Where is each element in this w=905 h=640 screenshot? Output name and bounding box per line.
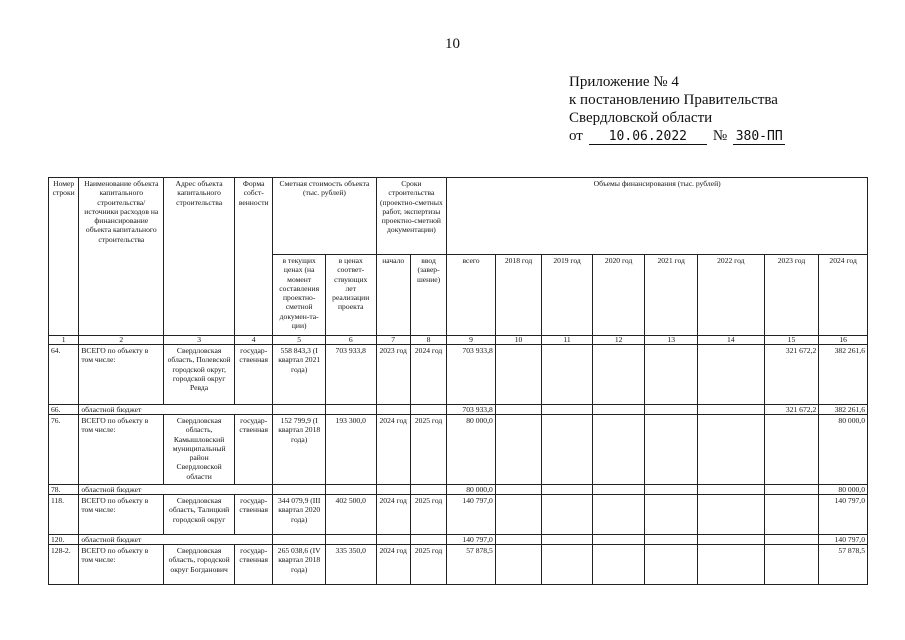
page-number: 10	[445, 36, 460, 52]
number-label: №	[712, 128, 728, 144]
empty-cell	[325, 535, 376, 545]
header-total: всего	[447, 255, 496, 336]
start-year: 2024 год	[376, 545, 410, 585]
header-year-2021: 2021 год	[645, 255, 698, 336]
total-amount: 703 933,8	[447, 345, 496, 405]
header-estimated-cost: Сметная стоимость объекта (тыс. рублей)	[273, 178, 376, 255]
amount-2024: 80 000,0	[819, 485, 868, 495]
total-amount: 703 933,8	[447, 405, 496, 415]
column-number-row	[49, 336, 868, 345]
header-financing: Объемы финансирования (тыс. рублей)	[447, 178, 868, 255]
empty-cell	[592, 485, 645, 495]
amount-2024: 382 261,6	[819, 405, 868, 415]
row-number: 66.	[49, 405, 79, 415]
table-row	[49, 495, 868, 535]
total-amount: 80 000,0	[447, 485, 496, 495]
header-year-2019: 2019 год	[542, 255, 593, 336]
empty-cell	[495, 535, 542, 545]
header-year-2024: 2024 год	[819, 255, 868, 336]
object-name: ВСЕГО по объекту в том числе:	[79, 545, 164, 585]
ownership: государ-ственная	[235, 415, 273, 485]
start-year: 2023 год	[376, 345, 410, 405]
end-year: 2025 год	[410, 415, 446, 485]
object-name: ВСЕГО по объекту в том числе:	[79, 495, 164, 535]
amount-2022	[697, 415, 764, 485]
empty-cell	[273, 405, 326, 415]
ownership: государ-ственная	[235, 495, 273, 535]
object-address: Свердловская область, Талицкий городской округ	[164, 495, 235, 535]
table-row	[49, 345, 868, 405]
amount-2024: 80 000,0	[819, 415, 868, 485]
header-object-name: Наименование объекта капитального строительства/ источники расходов на финансирование объекта капитального строительства	[79, 178, 164, 336]
object-name: ВСЕГО по объекту в том числе:	[79, 415, 164, 485]
col-num: 12	[592, 336, 645, 345]
header-cost-years: в ценах соответ-ствующих лет реализации проекта	[325, 255, 376, 336]
decree-reference	[569, 127, 785, 145]
amount-2023: 321 672,2	[764, 345, 819, 405]
row-number: 120.	[49, 535, 79, 545]
col-num: 14	[697, 336, 764, 345]
empty-cell	[273, 535, 326, 545]
amount-2023	[764, 545, 819, 585]
amount-2023	[764, 415, 819, 485]
header-cost-current: в текущих ценах (на момент составления проектно-сметной докумен-та-ции)	[273, 255, 326, 336]
total-amount: 80 000,0	[447, 415, 496, 485]
amount-2019	[542, 495, 593, 535]
amount-2022	[697, 495, 764, 535]
header-ownership: Форма собст-венности	[235, 178, 273, 336]
empty-cell	[645, 485, 698, 495]
object-name: ВСЕГО по объекту в том числе:	[79, 345, 164, 405]
amount-2022	[697, 345, 764, 405]
object-address: Свердловская область, Камышловский муниципальный район Свердловской области	[164, 415, 235, 485]
financing-table	[48, 177, 868, 585]
amount-2024: 140 797,0	[819, 495, 868, 535]
header-year-2018: 2018 год	[495, 255, 542, 336]
total-amount: 57 878,5	[447, 545, 496, 585]
amount-2020	[592, 345, 645, 405]
decree-date: 10.06.2022	[589, 129, 707, 145]
col-num: 9	[447, 336, 496, 345]
budget-source: областной бюджет	[79, 405, 273, 415]
table-row	[49, 415, 868, 485]
row-number: 118.	[49, 495, 79, 535]
empty-cell	[495, 485, 542, 495]
row-number: 64.	[49, 345, 79, 405]
amount-2019	[542, 545, 593, 585]
header-year-2020: 2020 год	[592, 255, 645, 336]
amount-2020	[592, 495, 645, 535]
amount-2021	[645, 345, 698, 405]
empty-cell	[325, 485, 376, 495]
amount-2021	[645, 495, 698, 535]
amount-2018	[495, 495, 542, 535]
col-num: 13	[645, 336, 698, 345]
empty-cell	[645, 405, 698, 415]
empty-cell	[592, 535, 645, 545]
budget-source: областной бюджет	[79, 535, 273, 545]
cost-years: 335 350,0	[325, 545, 376, 585]
amount-2020	[592, 545, 645, 585]
start-year: 2024 год	[376, 415, 410, 485]
decree-number: 380-ПП	[733, 129, 785, 145]
object-address: Свердловская область, городской округ Богданович	[164, 545, 235, 585]
col-num: 10	[495, 336, 542, 345]
total-amount: 140 797,0	[447, 495, 496, 535]
col-num: 4	[235, 336, 273, 345]
amount-2024: 140 797,0	[819, 535, 868, 545]
empty-cell	[410, 535, 446, 545]
amount-2023	[764, 495, 819, 535]
row-number: 128-2.	[49, 545, 79, 585]
amount-2018	[495, 415, 542, 485]
appendix-line-1: Приложение № 4	[569, 74, 679, 90]
header-start: начало	[376, 255, 410, 336]
end-year: 2024 год	[410, 345, 446, 405]
cost-years: 703 933,8	[325, 345, 376, 405]
appendix-block	[569, 73, 785, 145]
cost-current: 265 038,6 (IV квартал 2018 года)	[273, 545, 326, 585]
appendix-line-2: к постановлению Правительства	[569, 92, 778, 108]
empty-cell	[495, 405, 542, 415]
amount-2018	[495, 545, 542, 585]
ownership: государ-ственная	[235, 345, 273, 405]
header-year-2022: 2022 год	[697, 255, 764, 336]
amount-2021	[645, 415, 698, 485]
empty-cell	[542, 405, 593, 415]
amount-2023	[764, 485, 819, 495]
col-num: 15	[764, 336, 819, 345]
object-address: Свердловская область, Полевской городской округ, городской округ Ревда	[164, 345, 235, 405]
header-address: Адрес объекта капитального строительства	[164, 178, 235, 336]
cost-current: 344 079,9 (III квартал 2020 года)	[273, 495, 326, 535]
empty-cell	[410, 405, 446, 415]
appendix-line-3: Свердловской области	[569, 110, 713, 126]
empty-cell	[542, 485, 593, 495]
empty-cell	[697, 535, 764, 545]
col-num: 7	[376, 336, 410, 345]
empty-cell	[376, 405, 410, 415]
row-number: 78.	[49, 485, 79, 495]
amount-2019	[542, 415, 593, 485]
amount-2018	[495, 345, 542, 405]
ownership: государ-ственная	[235, 545, 273, 585]
cost-years: 193 300,0	[325, 415, 376, 485]
start-year: 2024 год	[376, 495, 410, 535]
col-num: 2	[79, 336, 164, 345]
amount-2023: 321 672,2	[764, 405, 819, 415]
amount-2021	[645, 545, 698, 585]
amount-2022	[697, 545, 764, 585]
col-num: 5	[273, 336, 326, 345]
table-row	[49, 545, 868, 585]
table-row-budget	[49, 405, 868, 415]
cost-years: 402 500,0	[325, 495, 376, 535]
empty-cell	[697, 405, 764, 415]
empty-cell	[542, 535, 593, 545]
col-num: 6	[325, 336, 376, 345]
table-row-budget	[49, 485, 868, 495]
amount-2023	[764, 535, 819, 545]
from-label: от	[569, 128, 583, 144]
col-num: 8	[410, 336, 446, 345]
amount-2024: 57 878,5	[819, 545, 868, 585]
amount-2024: 382 261,6	[819, 345, 868, 405]
header-construction-terms: Сроки строительства (проектно-сметных работ, экспертизы проектно-сметной документации)	[376, 178, 447, 255]
header-year-2023: 2023 год	[764, 255, 819, 336]
col-num: 11	[542, 336, 593, 345]
row-number: 76.	[49, 415, 79, 485]
col-num: 1	[49, 336, 79, 345]
total-amount: 140 797,0	[447, 535, 496, 545]
empty-cell	[645, 535, 698, 545]
empty-cell	[376, 535, 410, 545]
table-row-budget	[49, 535, 868, 545]
empty-cell	[697, 485, 764, 495]
header-row-number: Номер строки	[49, 178, 79, 336]
cost-current: 152 799,9 (I квартал 2018 года)	[273, 415, 326, 485]
col-num: 3	[164, 336, 235, 345]
header-row-1	[49, 178, 868, 255]
empty-cell	[325, 405, 376, 415]
empty-cell	[376, 485, 410, 495]
end-year: 2025 год	[410, 545, 446, 585]
empty-cell	[410, 485, 446, 495]
col-num: 16	[819, 336, 868, 345]
amount-2019	[542, 345, 593, 405]
empty-cell	[273, 485, 326, 495]
budget-source: областной бюджет	[79, 485, 273, 495]
header-end: ввод (завер-шение)	[410, 255, 446, 336]
empty-cell	[592, 405, 645, 415]
amount-2020	[592, 415, 645, 485]
cost-current: 558 843,3 (I квартал 2021 года)	[273, 345, 326, 405]
end-year: 2025 год	[410, 495, 446, 535]
